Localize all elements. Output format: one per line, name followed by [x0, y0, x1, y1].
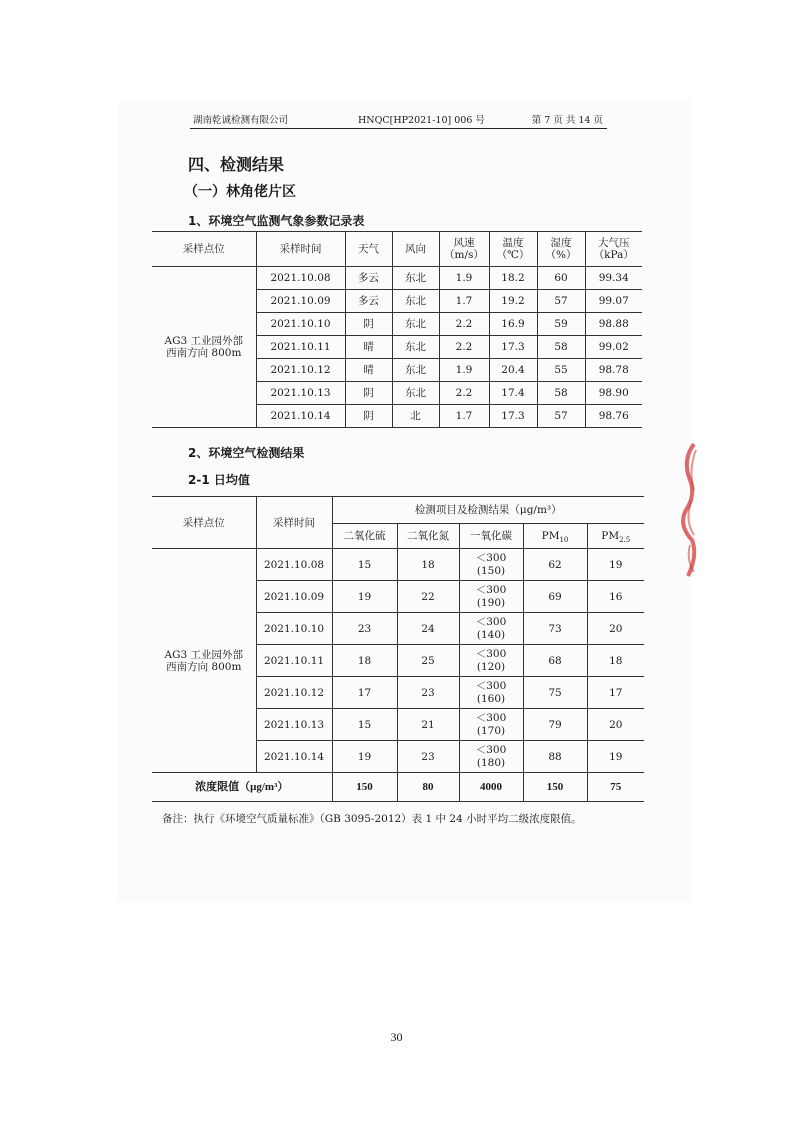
limit-so2: 150	[332, 773, 397, 802]
table-note: 备注：执行《环境空气质量标准》（GB 3095-2012）表 1 中 24 小时平均二级浓度限值。	[162, 813, 582, 825]
wind-dir-cell: 东北	[392, 267, 439, 290]
table-row	[152, 549, 644, 581]
temp-cell: 17.4	[489, 382, 537, 405]
temp-cell: 16.9	[489, 313, 537, 336]
pm10-cell: 88	[523, 741, 587, 773]
co-cell: ＜300 (190)	[459, 581, 523, 613]
date-cell: 2021.10.12	[256, 359, 345, 382]
date-cell: 2021.10.13	[256, 382, 345, 405]
date-cell: 2021.10.10	[256, 313, 345, 336]
site-cell: AG3 工业园外部 西南方向 800m	[152, 267, 256, 428]
table2-title: 2、环境空气检测结果	[188, 446, 305, 460]
wind-dir-cell: 东北	[392, 382, 439, 405]
wind-dir-cell: 东北	[392, 290, 439, 313]
weather-cell: 多云	[345, 290, 392, 313]
weather-cell: 阴	[345, 382, 392, 405]
date-cell: 2021.10.12	[256, 677, 332, 709]
humidity-cell: 60	[537, 267, 585, 290]
col-time: 采样时间	[256, 497, 332, 549]
co-cell: ＜300 (150)	[459, 549, 523, 581]
wind-speed-cell: 1.7	[439, 290, 489, 313]
pressure-cell: 99.34	[585, 267, 642, 290]
section-title: 四、检测结果	[188, 155, 285, 174]
col-site: 采样点位	[152, 232, 256, 267]
wind-speed-cell: 1.7	[439, 405, 489, 428]
no2-cell: 18	[397, 549, 459, 581]
red-seal-stamp	[674, 440, 698, 580]
pressure-cell: 99.07	[585, 290, 642, 313]
humidity-cell: 58	[537, 336, 585, 359]
humidity-cell: 58	[537, 382, 585, 405]
date-cell: 2021.10.09	[256, 290, 345, 313]
pm10-cell: 62	[523, 549, 587, 581]
table1-title: 1、环境空气监测气象参数记录表	[188, 214, 365, 228]
no2-cell: 22	[397, 581, 459, 613]
weather-cell: 阴	[345, 313, 392, 336]
limit-no2: 80	[397, 773, 459, 802]
temp-cell: 20.4	[489, 359, 537, 382]
humidity-cell: 59	[537, 313, 585, 336]
pressure-cell: 98.88	[585, 313, 642, 336]
no2-cell: 23	[397, 741, 459, 773]
so2-cell: 18	[332, 645, 397, 677]
co-cell: ＜300 (120)	[459, 645, 523, 677]
table-header-row	[152, 232, 642, 267]
date-cell: 2021.10.14	[256, 405, 345, 428]
pm25-cell: 19	[587, 741, 644, 773]
header-report-no: HNQC[HP2021-10] 006 号	[358, 115, 485, 126]
weather-cell: 阴	[345, 405, 392, 428]
col-site: 采样点位	[152, 497, 256, 549]
date-cell: 2021.10.08	[256, 267, 345, 290]
so2-cell: 19	[332, 581, 397, 613]
col-weather: 天气	[345, 232, 392, 267]
no2-cell: 24	[397, 613, 459, 645]
wind-dir-cell: 东北	[392, 313, 439, 336]
col-no2: 二氧化氮	[397, 524, 459, 549]
wind-speed-cell: 1.9	[439, 359, 489, 382]
humidity-cell: 57	[537, 290, 585, 313]
wind-dir-cell: 北	[392, 405, 439, 428]
date-cell: 2021.10.09	[256, 581, 332, 613]
col-wind-dir: 风向	[392, 232, 439, 267]
pressure-cell: 98.78	[585, 359, 642, 382]
co-cell: ＜300 (160)	[459, 677, 523, 709]
page-number: 30	[390, 1030, 403, 1044]
pm10-cell: 68	[523, 645, 587, 677]
temp-cell: 18.2	[489, 267, 537, 290]
date-cell: 2021.10.11	[256, 645, 332, 677]
air-quality-table	[152, 496, 644, 802]
pm10-cell: 75	[523, 677, 587, 709]
pm10-cell: 73	[523, 613, 587, 645]
temp-cell: 17.3	[489, 405, 537, 428]
wind-speed-cell: 1.9	[439, 267, 489, 290]
humidity-cell: 57	[537, 405, 585, 428]
so2-cell: 23	[332, 613, 397, 645]
col-co: 一氧化碳	[459, 524, 523, 549]
no2-cell: 25	[397, 645, 459, 677]
col-group: 检测项目及检测结果（μg/m³）	[332, 497, 644, 524]
weather-cell: 晴	[345, 359, 392, 382]
limit-label: 浓度限值（μg/m³）	[152, 773, 332, 802]
date-cell: 2021.10.10	[256, 613, 332, 645]
no2-cell: 21	[397, 709, 459, 741]
pm25-cell: 20	[587, 613, 644, 645]
page-header	[190, 110, 607, 129]
so2-cell: 15	[332, 549, 397, 581]
col-time: 采样时间	[256, 232, 345, 267]
co-cell: ＜300 (180)	[459, 741, 523, 773]
col-so2: 二氧化硫	[332, 524, 397, 549]
pm25-cell: 17	[587, 677, 644, 709]
date-cell: 2021.10.11	[256, 336, 345, 359]
weather-cell: 多云	[345, 267, 392, 290]
col-humidity: 湿度 （%）	[537, 232, 585, 267]
date-cell: 2021.10.08	[256, 549, 332, 581]
pm10-cell: 79	[523, 709, 587, 741]
weather-cell: 晴	[345, 336, 392, 359]
col-pm10: $PM_{10}$	[523, 524, 587, 549]
pm25-cell: 20	[587, 709, 644, 741]
pm25-cell: 19	[587, 549, 644, 581]
pressure-cell: 98.90	[585, 382, 642, 405]
temp-cell: 17.3	[489, 336, 537, 359]
pressure-cell: 99.02	[585, 336, 642, 359]
limit-row	[152, 773, 644, 802]
co-cell: ＜300 (140)	[459, 613, 523, 645]
weather-table	[152, 231, 642, 428]
so2-cell: 15	[332, 709, 397, 741]
pressure-cell: 98.76	[585, 405, 642, 428]
pm25-cell: 16	[587, 581, 644, 613]
co-cell: ＜300 (170)	[459, 709, 523, 741]
col-pm25: $PM_{2.5}$	[587, 524, 644, 549]
header-page: 第 7 页 共 14 页	[531, 115, 603, 126]
limit-co: 4000	[459, 773, 523, 802]
no2-cell: 23	[397, 677, 459, 709]
limit-pm10: 150	[523, 773, 587, 802]
col-temp: 温度 （℃）	[489, 232, 537, 267]
site-cell: AG3 工业园外部 西南方向 800m	[152, 549, 256, 773]
pm25-cell: 18	[587, 645, 644, 677]
col-pressure: 大气压 （kPa）	[585, 232, 642, 267]
table2-subtitle: 2-1 日均值	[188, 473, 250, 487]
wind-speed-cell: 2.2	[439, 313, 489, 336]
temp-cell: 19.2	[489, 290, 537, 313]
date-cell: 2021.10.13	[256, 709, 332, 741]
wind-dir-cell: 东北	[392, 359, 439, 382]
header-company: 湖南乾诚检测有限公司	[193, 115, 289, 126]
col-wind-speed: 风速 （m/s）	[439, 232, 489, 267]
table-header-row	[152, 497, 644, 524]
pm10-cell: 69	[523, 581, 587, 613]
subsection-title: （一）林角佬片区	[184, 184, 296, 200]
wind-dir-cell: 东北	[392, 336, 439, 359]
limit-pm25: 75	[587, 773, 644, 802]
so2-cell: 17	[332, 677, 397, 709]
date-cell: 2021.10.14	[256, 741, 332, 773]
wind-speed-cell: 2.2	[439, 382, 489, 405]
table-row	[152, 267, 642, 290]
so2-cell: 19	[332, 741, 397, 773]
wind-speed-cell: 2.2	[439, 336, 489, 359]
humidity-cell: 55	[537, 359, 585, 382]
